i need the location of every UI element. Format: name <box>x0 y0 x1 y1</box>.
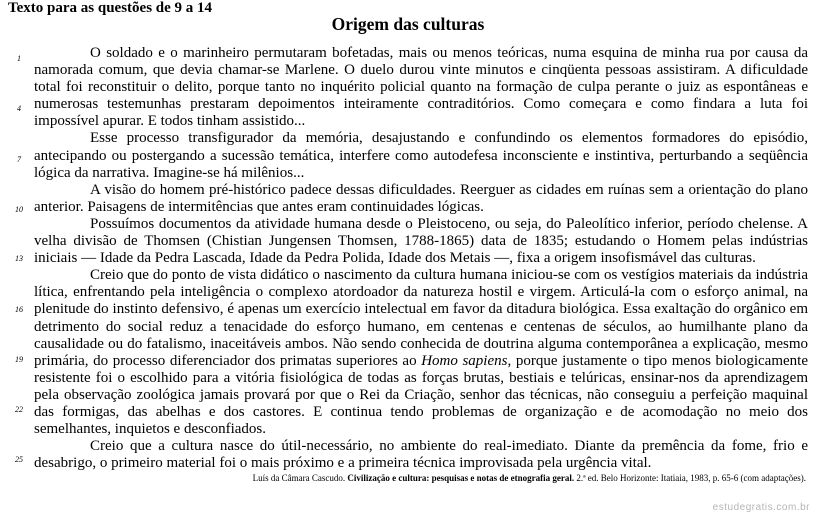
watermark: estudegratis.com.br <box>712 502 810 513</box>
paragraph <box>34 267 808 438</box>
paragraph-text: Creio que do ponto de vista didático o nascimento da cultura humana iniciou-se com os vestígios materiais da indústria lítica, enfrentando pela inteligência o complexo atordoador da natureza hostil e virgem. Articulá-la com o esforço animal, na plenitude do instinto defensivo, é apenas um exercício intelectual em favor da ditadura biológica. Essa exaltação do orgânico em detrimento do social reduz a tenacidade do esforço humano, em centenas e centenas de séculos, ao humilhante plano da causalidade ou do fatalismo, inaceitáveis ambos. Não sendo conhecida de doutrina alguma contemporânea a explicação, mesmo primária, do processo diferenciador dos primatas superiores ao <box>34 267 808 369</box>
line-number: 4 <box>17 104 21 113</box>
line-number: 19 <box>15 355 23 364</box>
question-range-label: Texto para as questões de 9 a 14 <box>8 0 213 16</box>
line-number: 10 <box>15 205 23 214</box>
citation-work: Civilização e cultura: pesquisas e notas de etnografia geral. <box>347 473 575 483</box>
citation-author: Luís da Câmara Cascudo. <box>252 473 346 483</box>
line-number: 13 <box>15 254 23 263</box>
species-name: Homo sapiens <box>421 352 508 369</box>
line-number: 22 <box>15 405 23 414</box>
paragraph: Creio que a cultura nasce do útil-necessário, no ambiente do real-imediato. Diante da premência da fome, frio e desabrigo, o primeiro material foi o mais próximo e a primeira técnica improvisada pela urgência vital. <box>34 438 808 472</box>
line-number: 16 <box>15 305 23 314</box>
line-number: 7 <box>17 155 21 164</box>
source-citation <box>253 473 806 483</box>
line-number: 25 <box>15 455 23 464</box>
line-number: 1 <box>17 54 21 63</box>
citation-details: 2.ª ed. Belo Horizonte: Itatiaia, 1983, p. 65-6 (com adaptações). <box>576 473 806 483</box>
paragraph: O soldado e o marinheiro permutaram bofetadas, mais ou menos teóricas, numa esquina de minha rua por causa da namorada comum, que devia chamar-se Marlene. O duelo durou vinte minutos e cinqüenta pessoas assistiram. A dificuldade total foi reconstituir o delito, porque tanto no inquérito policial quanto na formação de culpa perante o juiz as espontâneas e numerosas testemunhas prestaram depoimentos inteiramente contraditórios. Como começara e como findara a luta foi impossível apurar. E todos tinham assistido... <box>34 45 808 130</box>
paragraph-text: , porque justamente o tipo menos biologicamente resistente foi o escolhido para a vitória fisiológica de todas as forças brutas, bestiais e telúricas, ensinar-nos da aprendizagem pela observação zoológica jamais provará por que o Rei da Criação, senhor das técnicas, não conseguiu a perfeição maquinal das formigas, das abelhas e dos castores. E continua tendo problemas de organização e de acomodação no meio dos semelhantes, inquietos e desconfiados. <box>34 352 808 438</box>
paragraph: Esse processo transfigurador da memória, desajustando e confundindo os elementos formadores do episódio, antecipando ou postergando a sucessão temática, interfere como autodefesa inconsciente e instintiva, perturbando a seqüência lógica da narrativa. Imagine-se há milênios... <box>34 130 808 181</box>
page-title: Origem das culturas <box>331 14 485 34</box>
article-body <box>34 45 808 472</box>
paragraph: A visão do homem pré-histórico padece dessas dificuldades. Reerguer as cidades em ruínas sem a orientação do plano anterior. Paisagens de intermitências que antes eram continuidades lógicas. <box>34 181 808 215</box>
paragraph: Possuímos documentos da atividade humana desde o Pleistoceno, ou seja, do Paleolítico inferior, período chelense. A velha divisão de Thomsen (Chistian Jungensen Thomsen, 1788-1865) data de 1835; estudando o Homem pelas indústrias iniciais — Idade da Pedra Lascada, Idade da Pedra Polida, Idade dos Metais —, fixa a origem insofismável das culturas. <box>34 215 808 267</box>
